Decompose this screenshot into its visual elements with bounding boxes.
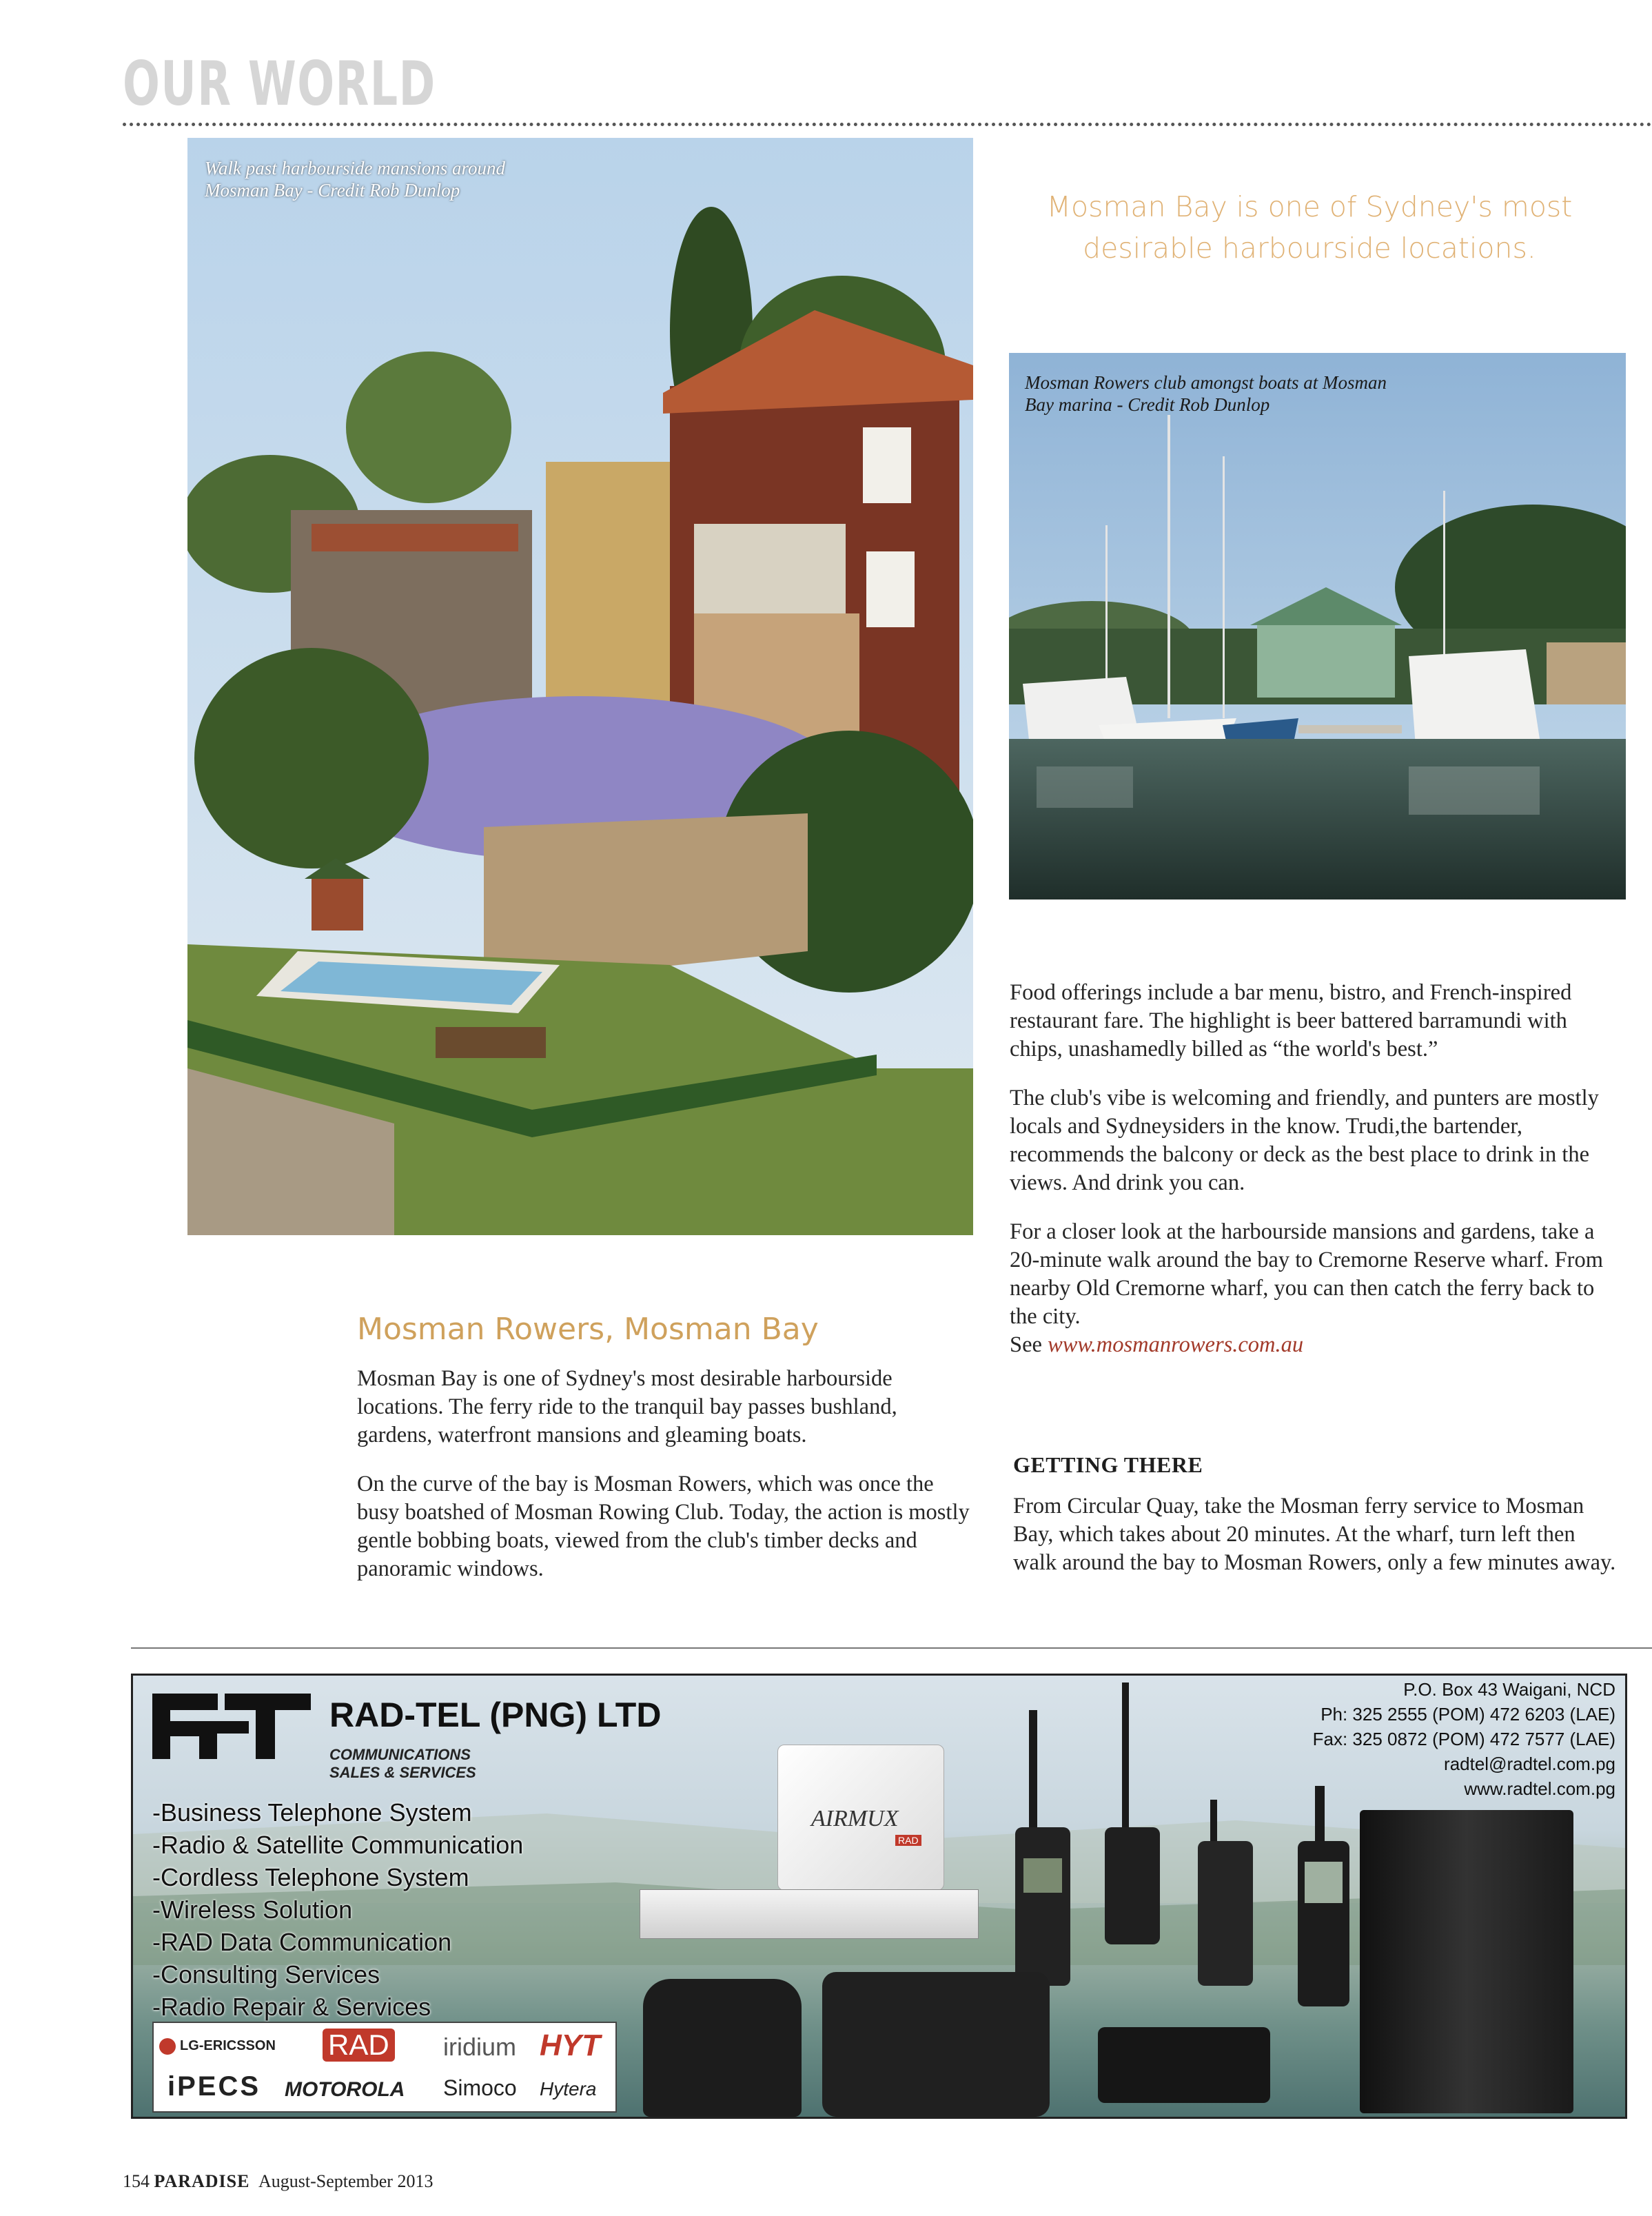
ad-services-list (152, 1796, 523, 2023)
ad-tagline-line-1: COMMUNICATIONS (329, 1746, 471, 1763)
article-heading: Mosman Rowers, Mosman Bay (357, 1312, 819, 1347)
page-footer (123, 2171, 433, 2192)
desk-phone-video (643, 1979, 802, 2117)
radtel-advertisement (131, 1674, 1627, 2119)
header-divider (123, 123, 1652, 126)
ad-service-item: -Wireless Solution (152, 1895, 353, 1924)
ad-service-item: -Business Telephone System (152, 1798, 472, 1827)
ad-company-name: RAD-TEL (PNG) LTD (329, 1696, 662, 1734)
left-paragraph-2: On the curve of the bay is Mosman Rowers, which was once the busy boatshed of Mosman Rowing Club. Today, the action is mostly gentle bobbing boats, viewed from the club's timber decks and panoramic windows. (357, 1472, 970, 1581)
ad-tagline (329, 1746, 476, 1782)
photo-mansions (187, 138, 973, 1235)
getting-there-paragraph: From Circular Quay, take the Mosman ferry service to Mosman Bay, which takes about 20 minutes. At the wharf, turn left then walk around the bay to Mosman Rowers, only a few minutes away. (1013, 1494, 1616, 1575)
see-prefix: See (1010, 1332, 1042, 1357)
right-paragraph-3-text: For a closer look at the harbourside mansions and gardens, take a 20-minute walk around the bay to Cremorne Reserve wharf. From nearby Old Cremorne wharf, you can then catch the ferry back to the city. (1010, 1219, 1604, 1329)
brand-iridium: iridium (443, 2033, 517, 2061)
section-label: OUR WORLD (123, 48, 436, 119)
photo-marina (1009, 353, 1626, 899)
brand-lg-ericsson: LG-ERICSSON (180, 2038, 276, 2053)
left-paragraph-1: Mosman Bay is one of Sydney's most desirable harbourside locations. The ferry ride to the tranquil bay passes bushland, gardens, waterfront mansions and gleaming boats. (357, 1366, 897, 1447)
lg-logo-icon (159, 2038, 176, 2055)
right-column-body (1010, 979, 1616, 1380)
ad-service-item: -Consulting Services (152, 1960, 380, 1989)
desk-phone-ip (822, 1972, 1050, 2117)
pullquote: Mosman Bay is one of Sydney's most desirable harbourside locations. (1046, 190, 1573, 265)
ad-service-item: -Radio Repair & Services (152, 1993, 431, 2021)
airmux-device (777, 1745, 944, 1891)
airmux-label: AIRMUX (811, 1806, 899, 1831)
ad-contact-phone: Ph: 325 2555 (POM) 472 6203 (LAE) (1320, 1704, 1615, 1725)
getting-there-subhead: GETTING THERE (1013, 1452, 1203, 1477)
ad-tagline-line-2: SALES & SERVICES (329, 1764, 476, 1781)
ad-service-item: -RAD Data Communication (152, 1928, 452, 1956)
getting-there-body (1013, 1492, 1620, 1598)
ad-contact-address: P.O. Box 43 Waigani, NCD (1403, 1679, 1615, 1700)
page-number: 154 (123, 2171, 150, 2191)
brand-motorola: MOTOROLA (285, 2078, 405, 2101)
brand-ipecs: iPECS (167, 2071, 261, 2102)
ad-service-item: -Radio & Satellite Communication (152, 1831, 524, 1859)
ad-service-item: -Cordless Telephone System (152, 1863, 469, 1891)
right-paragraph-3 (1010, 1218, 1616, 1331)
radtel-logo-mark (152, 1688, 311, 1764)
data-rack-device (640, 1889, 979, 1939)
brand-simoco: Simoco (443, 2075, 517, 2100)
airmux-sublabel: RAD (895, 1835, 921, 1846)
radtel-logo (152, 1688, 311, 1764)
ad-contact-website: www.radtel.com.pg (1464, 1778, 1615, 1799)
pbx-system (1360, 1810, 1573, 2113)
issue-date: August-September 2013 (258, 2171, 434, 2191)
left-column-body (357, 1365, 977, 1604)
magazine-name: PARADISE (154, 2171, 250, 2191)
brand-rad: RAD (323, 2029, 395, 2062)
website-link[interactable]: www.mosmanrowers.com.au (1048, 1332, 1304, 1357)
brand-hyt: HYT (540, 2029, 600, 2062)
right-paragraph-2: The club's vibe is welcoming and friendly, and punters are mostly locals and Sydneysiders in the know. Trudi,the bartender, recommends the balcony or deck as the best place to drink in the views. And drink you can. (1010, 1086, 1599, 1195)
ad-contact-fax: Fax: 325 0872 (POM) 472 7577 (LAE) (1312, 1729, 1615, 1749)
right-paragraph-1: Food offerings include a bar menu, bistro, and French-inspired restaurant fare. The highlight is beer battered barramundi with chips, unashamedly billed as “the world's best.” (1010, 980, 1572, 1061)
see-line (1010, 1331, 1616, 1359)
photo-mansions-caption: Walk past harbourside mansions around Mosman Bay - Credit Rob Dunlop (205, 158, 506, 201)
ad-contact-email: radtel@radtel.com.pg (1444, 1754, 1615, 1774)
ad-divider (131, 1647, 1652, 1649)
photo-marina-caption: Mosman Rowers club amongst boats at Mosman Bay marina - Credit Rob Dunlop (1025, 372, 1387, 415)
brand-logos (152, 2022, 617, 2113)
brand-hytera: Hytera (540, 2078, 597, 2100)
mobile-radio (1098, 2027, 1270, 2103)
